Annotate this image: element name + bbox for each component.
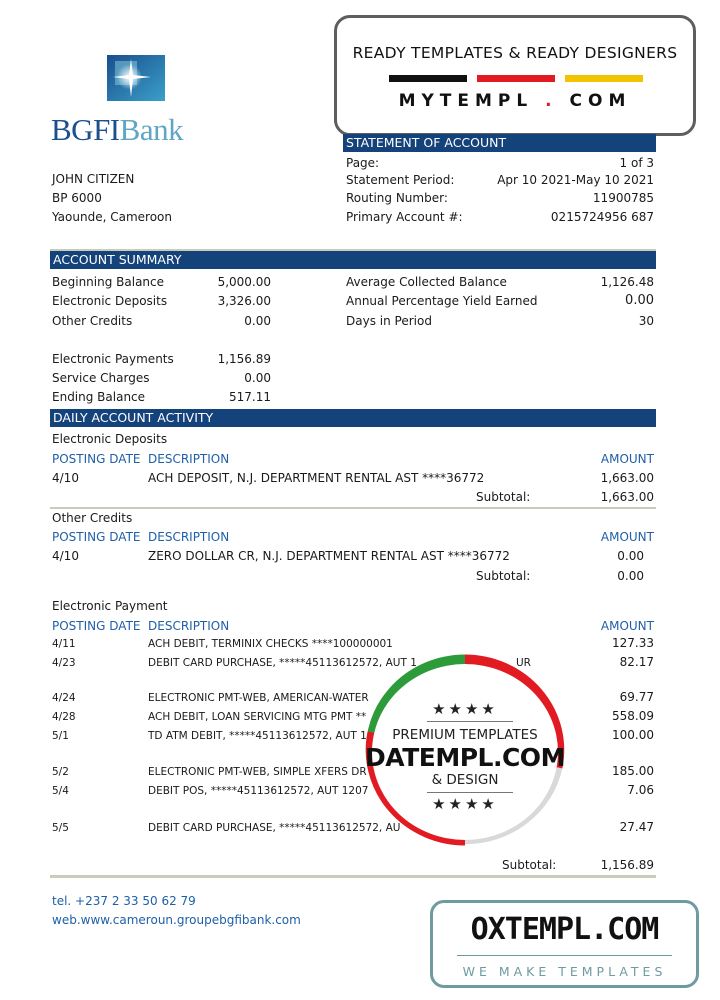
other-credits-value: 0.00 xyxy=(244,314,271,328)
column-header-posting-date: POSTING DATE xyxy=(52,530,141,544)
column-header-amount: AMOUNT xyxy=(600,619,654,633)
badge-title: OXTEMPL.COM xyxy=(470,912,659,947)
statement-period-value: Apr 10 2021-May 10 2021 xyxy=(497,173,654,187)
payment-row-amount: 7.06 xyxy=(627,783,654,797)
payment-row-description-tail: UR xyxy=(516,657,531,669)
watermark-divider xyxy=(427,721,513,722)
apy-earned-label: Annual Percentage Yield Earned xyxy=(346,294,538,308)
ending-balance-label: Ending Balance xyxy=(52,390,146,404)
column-header-posting-date: POSTING DATE xyxy=(52,619,141,633)
other-credits-label: Other Credits xyxy=(52,314,133,328)
watermark-stars-top: ★★★★ xyxy=(432,700,498,718)
payments-subtotal-value: 1,156.89 xyxy=(600,858,654,872)
badge-divider xyxy=(457,955,672,956)
footer-telephone: tel. +237 2 33 50 62 79 xyxy=(52,894,196,908)
watermark-stars-bottom: ★★★★ xyxy=(432,795,498,813)
watermark-domain: DATEMPL.COM xyxy=(365,743,565,772)
service-charges-label: Service Charges xyxy=(52,371,150,385)
payment-row-date: 5/1 xyxy=(52,730,69,742)
credits-subtotal-value: 0.00 xyxy=(617,569,644,583)
payment-row-description: ACH DEBIT, LOAN SERVICING MTG PMT ** xyxy=(148,711,367,723)
payment-row-description: DEBIT CARD PURCHASE, *****45113612572, AU xyxy=(148,822,401,834)
deposits-subtotal-label: Subtotal: xyxy=(476,490,531,504)
deposit-amount: 1,663.00 xyxy=(600,471,654,485)
payment-row-description: DEBIT CARD PURCHASE, *****45113612572, AUT 1 xyxy=(148,657,417,669)
column-header-description: DESCRIPTION xyxy=(148,452,230,466)
banner-stripe-yellow xyxy=(565,75,643,82)
deposits-section-title: Electronic Deposits xyxy=(52,432,168,446)
column-header-amount: AMOUNT xyxy=(600,530,654,544)
statement-header: STATEMENT OF ACCOUNT xyxy=(343,134,656,152)
electronic-payments-value: 1,156.89 xyxy=(217,352,271,366)
column-header-posting-date: POSTING DATE xyxy=(52,452,141,466)
electronic-payments-label: Electronic Payments xyxy=(52,352,174,366)
primary-account-label: Primary Account #: xyxy=(346,210,463,224)
banner-stripe-red xyxy=(477,75,555,82)
credit-amount: 0.00 xyxy=(617,549,644,563)
payment-row-description: ELECTRONIC PMT-WEB, SIMPLE XFERS DR xyxy=(148,766,367,778)
banner-title: READY TEMPLATES & READY DESIGNERS xyxy=(352,44,678,62)
credit-date: 4/10 xyxy=(52,549,79,563)
payments-subtotal-label: Subtotal: xyxy=(502,858,557,872)
payment-row-amount: 100.00 xyxy=(612,728,654,742)
credit-description: ZERO DOLLAR CR, N.J. DEPARTMENT RENTAL AST ****36772 xyxy=(148,549,510,563)
payment-row-amount: 558.09 xyxy=(612,709,654,723)
column-header-description: DESCRIPTION xyxy=(148,619,230,633)
banner-stripe-black xyxy=(389,75,467,82)
summary-top-rule xyxy=(50,249,656,251)
payment-row-amount: 27.47 xyxy=(619,820,654,834)
bank-logo-mark-icon xyxy=(107,55,165,101)
top-promo-banner xyxy=(334,15,696,136)
credits-section-title: Other Credits xyxy=(52,511,133,525)
watermark-premium-text: PREMIUM TEMPLATES xyxy=(392,727,538,743)
banner-domain: MYTEMPL . COM xyxy=(398,91,632,111)
watermark-design-text: & DESIGN xyxy=(431,772,499,788)
customer-name: JOHN CITIZEN xyxy=(52,172,135,186)
payment-row-description: ACH DEBIT, TERMINIX CHECKS ****100000001 xyxy=(148,638,393,650)
deposit-date: 4/10 xyxy=(52,471,79,485)
payment-row-date: 5/4 xyxy=(52,785,69,797)
payments-section-title: Electronic Payment xyxy=(52,599,168,613)
payment-row-date: 5/5 xyxy=(52,822,69,834)
routing-number-value: 11900785 xyxy=(592,191,654,205)
payments-bottom-rule xyxy=(50,875,656,878)
average-collected-balance-value: 1,126.48 xyxy=(600,275,654,289)
page-value: 1 of 3 xyxy=(619,156,654,170)
deposits-bottom-rule xyxy=(50,507,656,509)
payment-row-amount: 82.17 xyxy=(619,655,654,669)
watermark-divider xyxy=(427,792,513,793)
payment-row-date: 4/28 xyxy=(52,711,76,723)
routing-number-label: Routing Number: xyxy=(346,191,448,205)
column-header-description: DESCRIPTION xyxy=(148,530,230,544)
statement-period-label: Statement Period: xyxy=(346,173,455,187)
payment-row-amount: 69.77 xyxy=(619,690,654,704)
payment-row-amount: 185.00 xyxy=(612,764,654,778)
payment-row-description: ELECTRONIC PMT-WEB, AMERICAN-WATER xyxy=(148,692,369,704)
beginning-balance-label: Beginning Balance xyxy=(52,275,165,289)
credits-subtotal-label: Subtotal: xyxy=(476,569,531,583)
electronic-deposits-label: Electronic Deposits xyxy=(52,294,168,308)
payment-row-date: 5/2 xyxy=(52,766,69,778)
payment-row-date: 4/24 xyxy=(52,692,76,704)
service-charges-value: 0.00 xyxy=(244,371,271,385)
primary-account-value: 0215724956 687 xyxy=(550,210,654,224)
days-in-period-value: 30 xyxy=(638,314,654,328)
customer-address-line1: BP 6000 xyxy=(52,191,102,205)
deposit-description: ACH DEPOSIT, N.J. DEPARTMENT RENTAL AST ****36772 xyxy=(148,471,485,485)
badge-subtitle: WE MAKE TEMPLATES xyxy=(462,964,667,979)
page-label: Page: xyxy=(346,156,380,170)
payment-row-description: TD ATM DEBIT, *****45113612572, AUT 1 xyxy=(148,730,367,742)
payment-row-date: 4/23 xyxy=(52,657,76,669)
customer-address-line2: Yaounde, Cameroon xyxy=(52,210,172,224)
column-header-amount: AMOUNT xyxy=(600,452,654,466)
payment-row-amount: 127.33 xyxy=(612,636,654,650)
ending-balance-value: 517.11 xyxy=(229,390,271,404)
electronic-deposits-value: 3,326.00 xyxy=(217,294,271,308)
footer-website: web.www.cameroun.groupebgfibank.com xyxy=(52,913,301,927)
apy-earned-value: 0.00 xyxy=(625,293,654,308)
payment-row-description: DEBIT POS, *****45113612572, AUT 1207 xyxy=(148,785,369,797)
daily-activity-header: DAILY ACCOUNT ACTIVITY xyxy=(50,409,656,427)
account-summary-header: ACCOUNT SUMMARY xyxy=(50,251,656,269)
bank-logo-text: BGFIBank xyxy=(51,112,184,147)
days-in-period-label: Days in Period xyxy=(346,314,432,328)
deposits-subtotal-value: 1,663.00 xyxy=(600,490,654,504)
beginning-balance-value: 5,000.00 xyxy=(217,275,271,289)
bottom-promo-badge xyxy=(430,900,699,988)
payment-row-date: 4/11 xyxy=(52,638,76,650)
average-collected-balance-label: Average Collected Balance xyxy=(346,275,507,289)
